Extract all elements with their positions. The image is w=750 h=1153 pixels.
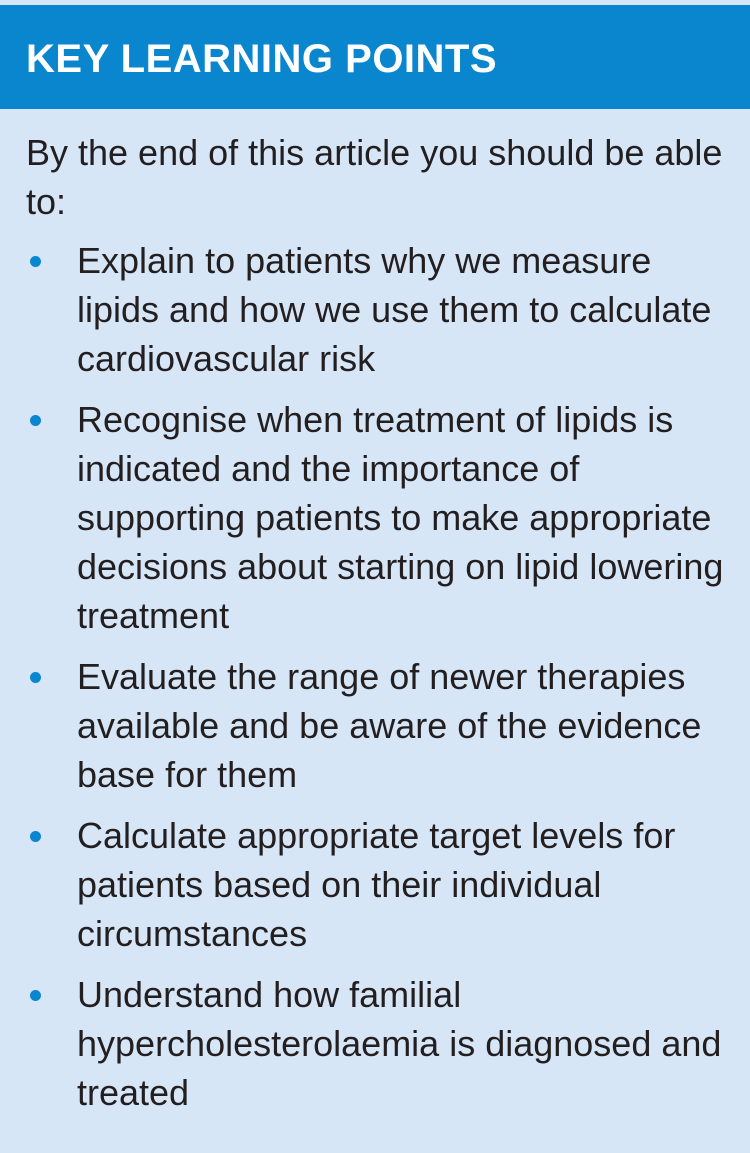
learning-points-list: [0, 236, 750, 1129]
list-item: [0, 395, 737, 640]
list-item-text: Evaluate the range of newer therapies available and be aware of the evidence base for them: [77, 656, 702, 795]
list-item: [0, 236, 737, 383]
box-title: KEY LEARNING POINTS: [26, 37, 498, 81]
list-item-text: Explain to patients why we measure lipids and how we use them to calculate cardiovascular risk: [77, 240, 712, 379]
list-item: [0, 970, 737, 1117]
intro-text: By the end of this article you should be able to:: [26, 132, 723, 222]
bullet-dot-icon: [30, 256, 41, 267]
bullet-dot-icon: [30, 672, 41, 683]
list-item-text: Recognise when treatment of lipids is indicated and the importance of supporting patients to make appropriate decisions about starting on lipid lowering treatment: [77, 399, 724, 636]
bullet-dot-icon: [30, 990, 41, 1001]
list-item: [0, 652, 737, 799]
bullet-dot-icon: [30, 831, 41, 842]
list-item-text: Understand how familial hypercholesterolaemia is diagnosed and treated: [77, 974, 722, 1113]
bullet-dot-icon: [30, 415, 41, 426]
header-bar: [0, 5, 750, 109]
list-item-text: Calculate appropriate target levels for patients based on their individual circumstances: [77, 815, 676, 954]
list-item: [0, 811, 737, 958]
